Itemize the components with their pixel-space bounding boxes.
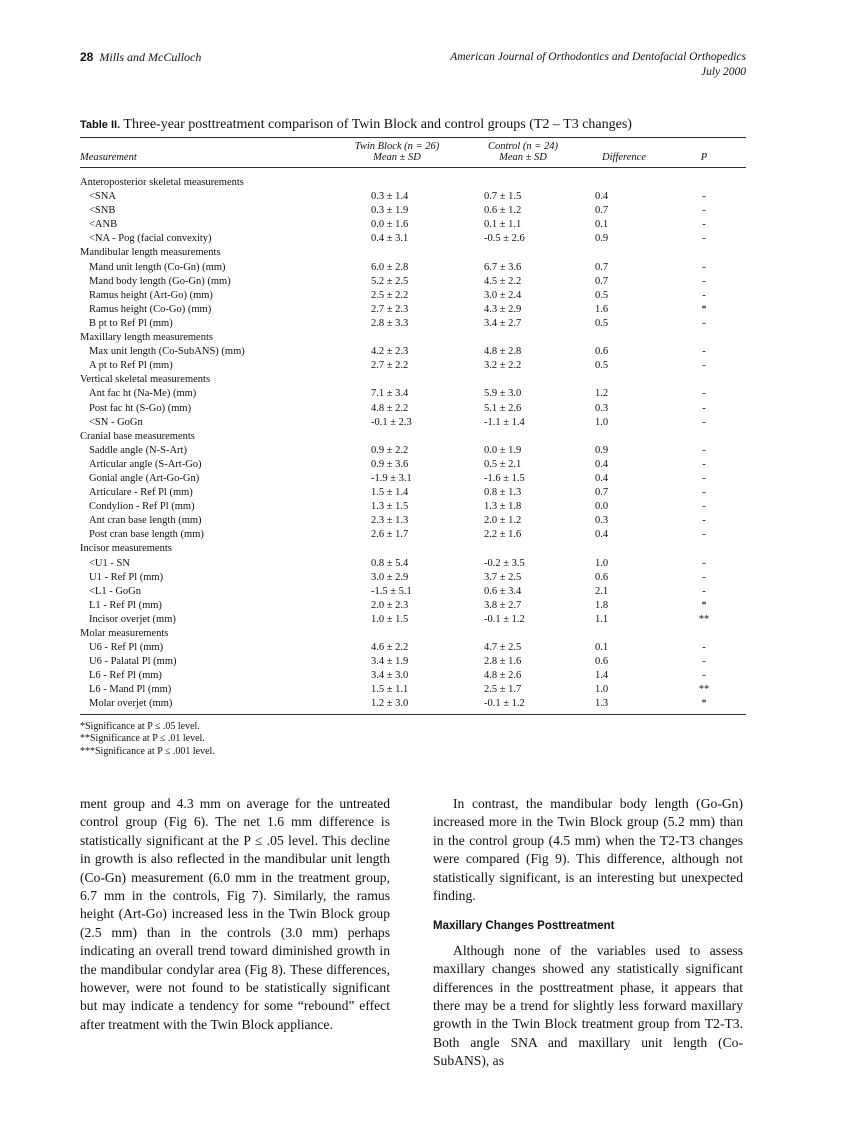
table-row	[80, 613, 746, 627]
twin-block-cell: 3.4 ± 1.9	[371, 656, 409, 668]
table-row	[80, 303, 746, 317]
table-row	[80, 317, 746, 331]
p-cell: -	[702, 529, 706, 541]
control-cell: -0.5 ± 2.6	[484, 233, 525, 245]
difference-cell: 2.1	[595, 585, 609, 597]
section-row	[80, 627, 746, 641]
difference-cell: 0.0	[595, 501, 609, 513]
p-cell: -	[702, 219, 706, 231]
difference-cell: 0.6	[595, 571, 609, 583]
table-row	[80, 669, 746, 683]
footnote: ***Significance at P ≤ .001 level.	[80, 745, 215, 757]
measurement-cell: L1 - Ref Pl (mm)	[89, 599, 162, 611]
table-row	[80, 232, 746, 246]
group1-header: Twin Block (n = 26)	[334, 138, 460, 153]
difference-cell: 0.5	[595, 289, 609, 301]
twin-block-cell: 2.8 ± 3.3	[371, 317, 409, 329]
p-cell: *	[662, 697, 746, 714]
p-cell: *	[701, 303, 707, 315]
difference-cell: 1.1	[595, 613, 609, 625]
page-number: 28	[80, 50, 94, 64]
twin-block-cell: 2.0 ± 2.3	[371, 599, 409, 611]
twin-block-cell: -0.1 ± 2.3	[371, 416, 412, 428]
p-cell: -	[702, 317, 706, 329]
table-row	[80, 557, 746, 571]
control-cell: 4.3 ± 2.9	[484, 303, 522, 315]
difference-cell: 0.5	[595, 317, 609, 329]
control-cell: 1.3 ± 1.8	[484, 501, 522, 513]
body-paragraph: ment group and 4.3 mm on average for the untreated control group (Fig 6). The net 1.6 mm difference is statistically significant at the P ≤ .05 level. This decline in growth is also reflected in the mandibular unit length (Co-Gn) measurement (6.0 mm in the treatment group, 6.7 mm in the controls, Fig 7). Similarly, the ramus height (Art-Go) increased less in the Twin Block group (2.5 mm) than in the controls (3.0 mm) perhaps indicating an overall trend toward diminished growth in the mandibular condylar area (Fig 8). These differences, however, were not found to be statistically significant but may indicate a tendency for some “rebound” effect after treatment with the Twin Block appliance.	[80, 796, 390, 1032]
table-container	[80, 117, 746, 758]
p-cell: -	[702, 670, 706, 682]
body-paragraph: Although none of the variables used to assess maxillary changes showed any statistically significant differences in the posttreatment phase, it appears that there may be a trend for slightly less forward maxillary growth in the Twin Block treatment group from T2-T3. Both angle SNA and maxillary unit length (Co-SubANS), as	[433, 942, 743, 1069]
table-row	[80, 359, 746, 373]
control-cell: -1.1 ± 1.4	[484, 416, 525, 428]
measurement-cell: Articular angle (S-Art-Go)	[89, 458, 202, 470]
measurement-cell: Gonial angle (Art-Go-Gn)	[89, 472, 200, 484]
issue-date: July 2000	[700, 66, 746, 78]
table-row	[80, 697, 746, 714]
p-cell: -	[702, 501, 706, 513]
difference-cell: 0.4	[595, 529, 609, 541]
measurement-cell: <SNA	[89, 191, 116, 203]
section-title: Maxillary length measurements	[80, 332, 213, 344]
measurement-cell: Incisor overjet (mm)	[89, 613, 176, 625]
table-row	[80, 218, 746, 232]
footnote: *Significance at P ≤ .05 level.	[80, 720, 200, 732]
section-title: Molar measurements	[80, 628, 169, 639]
table-label: Table II.	[80, 119, 121, 131]
p-cell: -	[702, 388, 706, 400]
measurement-cell: Mand body length (Go-Gn) (mm)	[89, 275, 231, 287]
journal-name: American Journal of Orthodontics and Dentofacial Orthopedics	[450, 51, 746, 63]
running-header-right	[450, 50, 746, 80]
control-cell: 0.6 ± 1.2	[484, 205, 522, 217]
twin-block-cell: 2.5 ± 2.2	[371, 289, 409, 301]
twin-block-cell: 0.0 ± 1.6	[371, 219, 409, 231]
data-table	[80, 137, 746, 715]
twin-block-cell: 0.9 ± 2.2	[371, 444, 409, 456]
table-row	[80, 261, 746, 275]
control-cell: 3.4 ± 2.7	[484, 317, 522, 329]
measurement-cell: Ramus height (Co-Go) (mm)	[89, 303, 212, 315]
p-cell: **	[698, 684, 710, 696]
difference-cell: 0.1	[595, 642, 609, 654]
control-cell: 3.2 ± 2.2	[484, 360, 522, 372]
twin-block-cell: 6.0 ± 2.8	[371, 261, 409, 273]
measurement-cell: <ANB	[89, 219, 118, 231]
control-cell: 2.5 ± 1.7	[484, 684, 522, 696]
difference-cell: 1.2	[595, 388, 609, 400]
control-cell: -0.2 ± 3.5	[484, 557, 525, 569]
section-row	[80, 246, 746, 260]
twin-block-cell: 7.1 ± 3.4	[371, 388, 409, 400]
table-row	[80, 655, 746, 669]
difference-cell: 0.9	[595, 444, 609, 456]
table-row	[80, 416, 746, 430]
difference-header: Difference	[586, 152, 662, 168]
measurement-cell: <L1 - GoGn	[89, 585, 141, 597]
control-cell: 0.6 ± 3.4	[484, 585, 522, 597]
table-row	[80, 486, 746, 500]
control-cell: 4.7 ± 2.5	[484, 642, 522, 654]
measurement-cell: Saddle angle (N-S-Art)	[89, 444, 187, 456]
difference-cell: 0.7	[595, 205, 609, 217]
difference-cell: 0.6	[595, 656, 609, 668]
control-cell: 0.0 ± 1.9	[484, 444, 522, 456]
p-cell: -	[702, 487, 706, 499]
section-title: Vertical skeletal measurements	[80, 374, 211, 386]
twin-block-cell: 5.2 ± 2.5	[371, 275, 409, 287]
p-cell: -	[702, 261, 706, 273]
p-cell: -	[702, 642, 706, 654]
measurement-cell: Ant cran base length (mm)	[89, 515, 202, 527]
control-cell: 0.8 ± 1.3	[484, 487, 522, 499]
control-cell: 4.8 ± 2.6	[484, 670, 522, 682]
twin-block-cell: 4.2 ± 2.3	[371, 346, 409, 358]
table-row	[80, 458, 746, 472]
p-cell: -	[702, 585, 706, 597]
difference-cell: 0.7	[595, 261, 609, 273]
twin-block-cell: -1.9 ± 3.1	[371, 472, 412, 484]
twin-block-cell: 2.7 ± 2.2	[371, 360, 409, 372]
twin-block-cell: 0.9 ± 3.6	[371, 458, 409, 470]
measurement-cell: U6 - Ref Pl (mm)	[89, 642, 164, 654]
twin-block-cell: 1.2 ± 3.0	[334, 697, 460, 714]
difference-cell: 1.4	[595, 670, 609, 682]
control-cell: 5.9 ± 3.0	[484, 388, 522, 400]
difference-cell: 1.6	[595, 303, 609, 315]
twin-block-cell: 1.3 ± 1.5	[371, 501, 409, 513]
measurement-cell: Condylion - Ref Pl (mm)	[89, 501, 195, 513]
twin-block-cell: 0.3 ± 1.9	[371, 205, 409, 217]
difference-cell: 0.4	[595, 472, 609, 484]
difference-cell: 0.1	[595, 219, 609, 231]
control-cell: 0.1 ± 1.1	[484, 219, 522, 231]
measurement-cell: Molar overjet (mm)	[80, 697, 334, 714]
p-header: P	[662, 152, 746, 168]
twin-block-cell: -1.5 ± 5.1	[371, 585, 412, 597]
control-cell: 2.8 ± 1.6	[484, 656, 522, 668]
p-cell: -	[702, 515, 706, 527]
p-cell: -	[702, 656, 706, 668]
group1-subheader: Mean ± SD	[334, 152, 460, 168]
p-cell: -	[702, 360, 706, 372]
table-row	[80, 387, 746, 401]
table-row	[80, 683, 746, 697]
table-row	[80, 641, 746, 655]
difference-cell: 0.7	[595, 275, 609, 287]
twin-block-cell: 2.7 ± 2.3	[371, 303, 409, 315]
p-cell: -	[702, 275, 706, 287]
group2-header: Control (n = 24)	[460, 138, 586, 153]
control-cell: -0.1 ± 1.2	[484, 613, 525, 625]
control-cell: 5.1 ± 2.6	[484, 402, 522, 414]
table-row	[80, 571, 746, 585]
control-cell: 3.7 ± 2.5	[484, 571, 522, 583]
control-cell: 2.2 ± 1.6	[484, 529, 522, 541]
control-cell: 4.5 ± 2.2	[484, 275, 522, 287]
table-row	[80, 444, 746, 458]
p-cell: -	[702, 472, 706, 484]
section-title: Anteroposterior skeletal measurements	[80, 177, 244, 188]
difference-cell: 1.3	[586, 697, 662, 714]
section-row	[80, 542, 746, 556]
twin-block-cell: 2.3 ± 1.3	[371, 515, 409, 527]
measurement-cell: A pt to Ref Pl (mm)	[89, 360, 173, 372]
measurement-cell: Mand unit length (Co-Gn) (mm)	[89, 261, 226, 273]
difference-cell: 1.0	[595, 684, 609, 696]
p-cell: -	[702, 402, 706, 414]
table-row	[80, 514, 746, 528]
running-header-left	[80, 50, 201, 65]
control-cell: 6.7 ± 3.6	[484, 261, 522, 273]
footnote: **Significance at P ≤ .01 level.	[80, 733, 205, 745]
measurement-cell: Ramus height (Art-Go) (mm)	[89, 289, 213, 301]
table-row	[80, 472, 746, 486]
difference-cell: 0.3	[595, 515, 609, 527]
control-cell: 4.8 ± 2.8	[484, 346, 522, 358]
measurement-cell: <SNB	[89, 205, 116, 217]
p-cell: -	[702, 346, 706, 358]
p-cell: -	[702, 205, 706, 217]
difference-cell: 1.8	[595, 599, 609, 611]
measurement-cell: L6 - Mand Pl (mm)	[89, 684, 172, 696]
section-row	[80, 430, 746, 444]
measurement-cell: <SN - GoGn	[89, 416, 143, 428]
measurement-cell: Post cran base length (mm)	[89, 529, 204, 541]
measurement-cell: Articulare - Ref Pl (mm)	[89, 487, 193, 499]
section-row	[80, 168, 746, 191]
right-column	[433, 795, 743, 1071]
p-cell: -	[702, 233, 706, 245]
twin-block-cell: 0.8 ± 5.4	[371, 557, 409, 569]
p-cell: *	[701, 599, 707, 611]
measurement-cell: B pt to Ref Pl (mm)	[89, 317, 173, 329]
table-row	[80, 585, 746, 599]
p-cell: -	[702, 444, 706, 456]
twin-block-cell: 1.0 ± 1.5	[371, 613, 409, 625]
control-cell: 2.0 ± 1.2	[484, 515, 522, 527]
measurement-cell: U6 - Palatal Pl (mm)	[89, 656, 177, 668]
section-title: Incisor measurements	[80, 543, 172, 555]
left-column	[80, 795, 390, 1034]
control-cell: 3.8 ± 2.7	[484, 599, 522, 611]
measurement-cell: Max unit length (Co-SubANS) (mm)	[89, 346, 245, 358]
section-row	[80, 373, 746, 387]
control-cell: 0.5 ± 2.1	[484, 458, 522, 470]
difference-cell: 0.4	[595, 458, 609, 470]
difference-cell: 1.0	[595, 416, 609, 428]
measurement-cell: <U1 - SN	[89, 557, 130, 569]
twin-block-cell: 4.6 ± 2.2	[371, 642, 409, 654]
p-cell: -	[702, 458, 706, 470]
control-cell: 3.0 ± 2.4	[484, 289, 522, 301]
twin-block-cell: 4.8 ± 2.2	[371, 402, 409, 414]
authors: Mills and McCulloch	[99, 50, 202, 64]
difference-cell: 0.5	[595, 360, 609, 372]
table-row	[80, 190, 746, 204]
p-cell: -	[702, 289, 706, 301]
difference-cell: 0.6	[595, 346, 609, 358]
measurement-cell: Post fac ht (S-Go) (mm)	[89, 402, 192, 414]
p-cell: -	[702, 191, 706, 203]
group2-subheader: Mean ± SD	[460, 152, 586, 168]
measurement-cell: U1 - Ref Pl (mm)	[89, 571, 164, 583]
measurement-header: Measurement	[80, 152, 334, 168]
control-cell: -1.6 ± 1.5	[484, 472, 525, 484]
section-heading: Maxillary Changes Posttreatment	[433, 920, 615, 933]
header-row-1	[80, 138, 746, 153]
section-row	[80, 331, 746, 345]
twin-block-cell: 1.5 ± 1.1	[371, 684, 409, 696]
twin-block-cell: 3.4 ± 3.0	[371, 670, 409, 682]
twin-block-cell: 3.0 ± 2.9	[371, 571, 409, 583]
body-paragraph: In contrast, the mandibular body length (Go-Gn) increased more in the Twin Block group (5.2 mm) than in the control group (4.5 mm) when the T2-T3 changes were compared (Fig 9). This difference, although not statistically significant, is an interesting but unexpected finding.	[433, 796, 743, 904]
measurement-cell: L6 - Ref Pl (mm)	[89, 670, 162, 682]
table-row	[80, 289, 746, 303]
p-cell: -	[702, 557, 706, 569]
difference-cell: 0.9	[595, 233, 609, 245]
table-body	[80, 168, 746, 715]
twin-block-cell: 1.5 ± 1.4	[371, 487, 409, 499]
difference-cell: 1.0	[595, 557, 609, 569]
header-row-2	[80, 152, 746, 168]
table-footnotes	[80, 721, 746, 759]
section-title: Cranial base measurements	[80, 430, 195, 442]
difference-cell: 0.4	[595, 191, 609, 203]
difference-cell: 0.7	[595, 487, 609, 499]
table-row	[80, 402, 746, 416]
difference-cell: 0.3	[595, 402, 609, 414]
table-row	[80, 599, 746, 613]
table-caption	[80, 117, 746, 133]
section-title: Mandibular length measurements	[80, 247, 221, 259]
control-cell: 0.7 ± 1.5	[484, 191, 522, 203]
table-row	[80, 500, 746, 514]
table-title: Three-year posttreatment comparison of Twin Block and control groups (T2 – T3 changes)	[123, 117, 632, 132]
measurement-cell: Ant fac ht (Na-Me) (mm)	[89, 388, 197, 400]
table-row	[80, 204, 746, 218]
table-row	[80, 275, 746, 289]
control-cell: -0.1 ± 1.2	[460, 697, 586, 714]
p-cell: -	[702, 416, 706, 428]
measurement-cell: <NA - Pog (facial convexity)	[89, 233, 212, 245]
twin-block-cell: 0.4 ± 3.1	[371, 233, 409, 245]
table-row	[80, 345, 746, 359]
table-row	[80, 528, 746, 542]
p-cell: **	[698, 613, 710, 625]
twin-block-cell: 0.3 ± 1.4	[371, 191, 409, 203]
twin-block-cell: 2.6 ± 1.7	[371, 529, 409, 541]
p-cell: -	[702, 571, 706, 583]
